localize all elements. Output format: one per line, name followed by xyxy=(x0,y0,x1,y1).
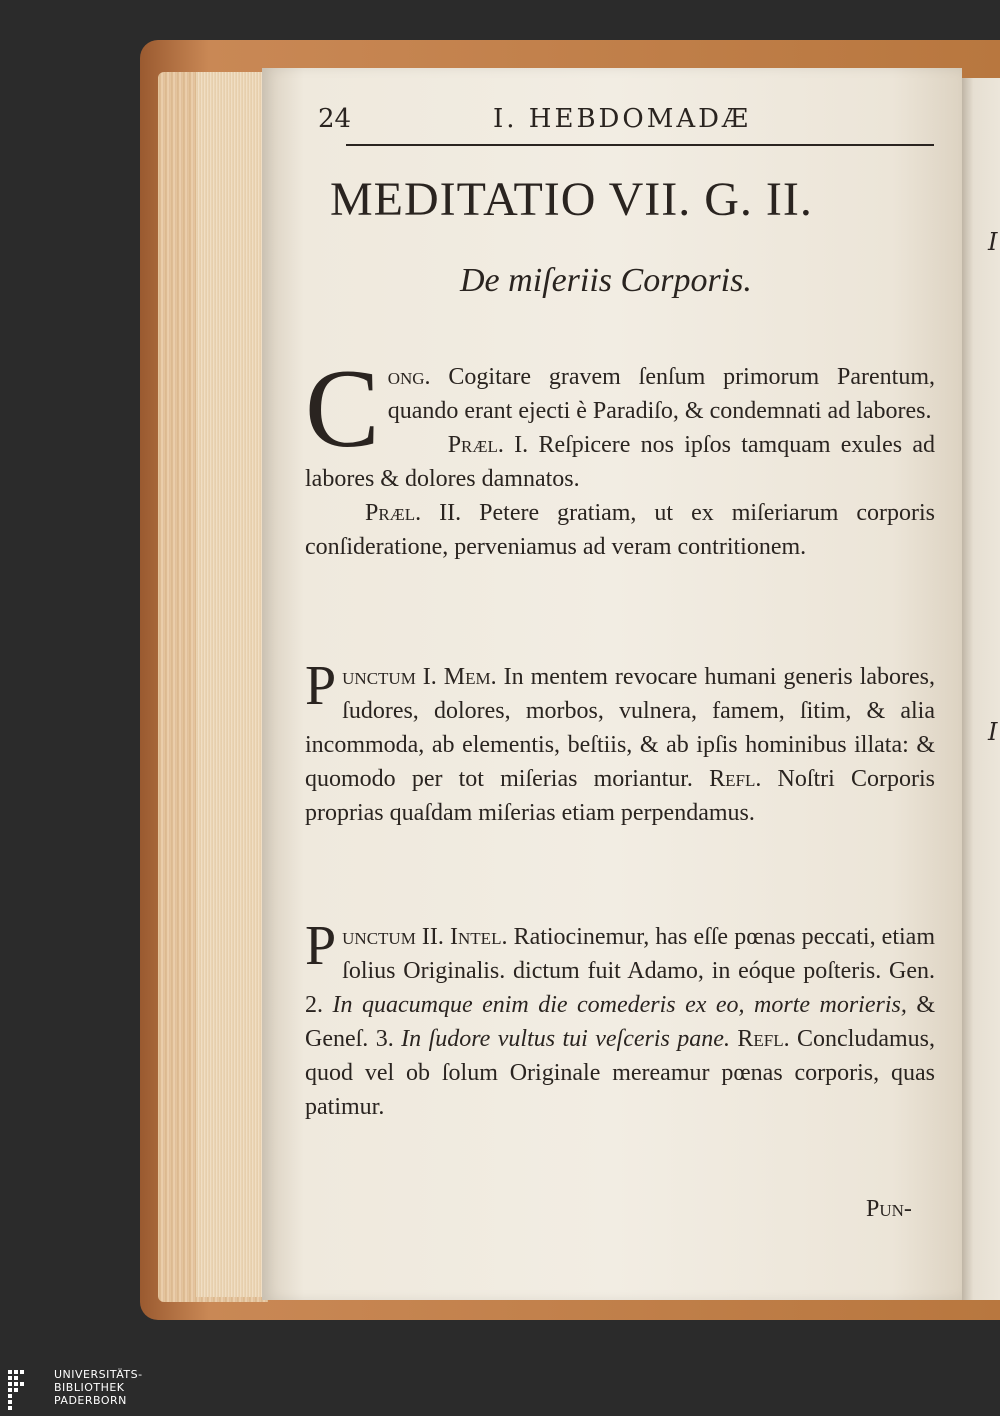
punctum2-initial: P xyxy=(305,915,337,977)
page-number: 24 xyxy=(318,104,352,134)
punctum1-text: In mentem revocare humani generis labores, ſudores, dolores, morbos, vulnera, famem, ſitim, & alia incommoda, ab elementis, beſtiis, & ab ipſis hominibus illata: & quomodo per tot miſerias moriantur. xyxy=(305,664,935,792)
facing-page-edge: I I xyxy=(962,78,1000,1300)
library-footer xyxy=(0,1366,1000,1416)
page-subtitle: De miſeriis Corporis. xyxy=(460,262,752,299)
punctum-1 xyxy=(305,655,936,830)
punctum2-quote2: In ſudore vultus tui veſceris pane. xyxy=(401,1026,730,1052)
running-head: I. HEBDOMADÆ xyxy=(493,104,751,134)
punctum1-refl-label: Refl. xyxy=(709,766,762,792)
punctum2-label: unctum II. Intel. xyxy=(342,924,508,950)
prael2-label: Præl. II. xyxy=(365,500,462,526)
punctum2-text: Ratiocinemur, has eſſe pœnas peccati, etiam ſolius Originalis. dictum fuit Adamo, in eóque poſteris. Gen. 2. xyxy=(305,924,935,1018)
punctum1-refl-text: Noſtri Corporis proprias quaſdam miſerias etiam perpendamus. xyxy=(305,766,936,826)
drop-cap: C xyxy=(305,347,380,471)
punctum1-label: unctum I. Mem. xyxy=(342,664,497,690)
catchword: Pun- xyxy=(866,1196,912,1222)
punctum1-initial: P xyxy=(305,655,337,717)
punctum-2 xyxy=(305,915,936,1124)
prael2-text: Petere gratiam, ut ex miſeriarum corporis conſideratione, perveniamus ad veram contritionem. xyxy=(305,500,936,560)
prael1-text: Reſpicere nos ipſos tamquam exules ad labores & dolores damnatos. xyxy=(305,432,936,492)
cong-label: ong. xyxy=(387,364,431,390)
library-logo-icon xyxy=(6,1368,46,1412)
page-edges-inner xyxy=(196,72,266,1297)
header-rule xyxy=(346,144,934,146)
punctum2-text2: & Geneſ. 3. xyxy=(305,992,936,1052)
prael1-label: Præl. I. xyxy=(447,432,529,458)
page-header xyxy=(318,100,934,140)
punctum2-quote1: In quacumque enim die comederis ex eo, morte morieris, xyxy=(332,992,907,1018)
page-title: MEDITATIO VII. G. II. xyxy=(330,173,813,226)
punctum2-refl-label: Refl. xyxy=(737,1026,790,1052)
library-name: UNIVERSITÄTS- BIBLIOTHEK PADERBORN xyxy=(54,1368,143,1407)
intro-section xyxy=(305,347,936,564)
punctum2-refl-text: Concludamus, quod vel ob ſolum Originale mereamur pœnas corporis, quas patimur. xyxy=(305,1026,936,1120)
cong-text: Cogitare gravem ſenſum primorum Parentum, quando erant ejecti è Paradiſo, & condemnati ad labores. xyxy=(387,364,935,424)
